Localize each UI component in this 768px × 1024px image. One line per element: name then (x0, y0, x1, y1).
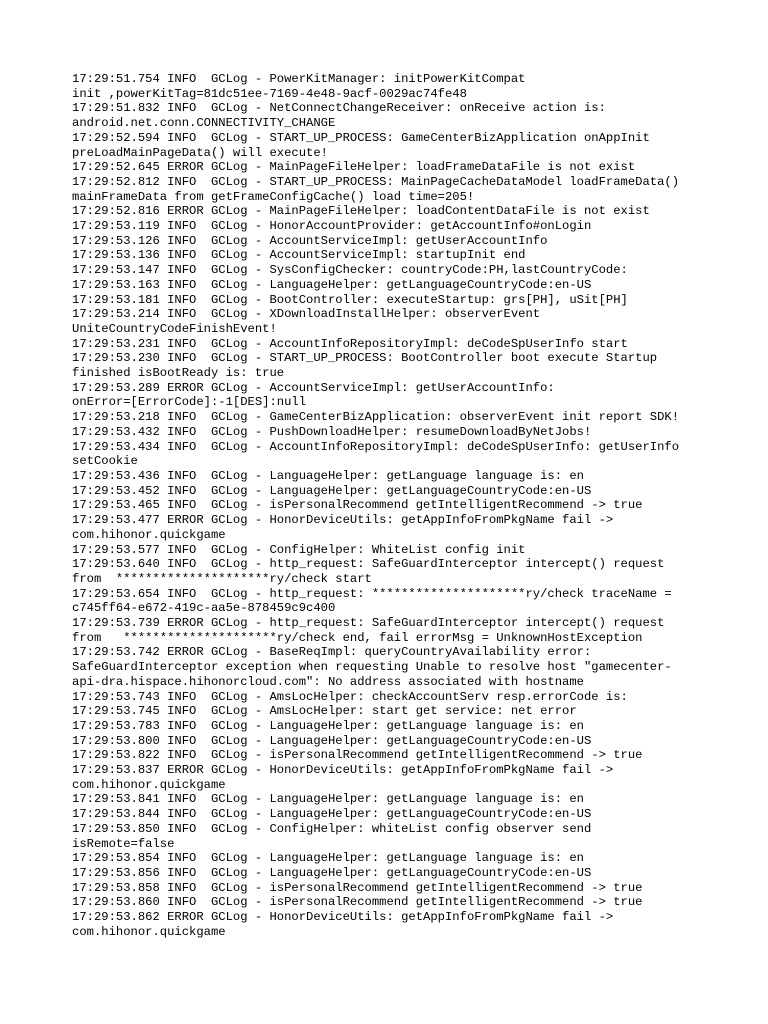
log-line: com.hihonor.quickgame (72, 777, 226, 792)
log-line: 17:29:53.163 INFO GCLog - LanguageHelper: getLanguageCountryCode:en-US (72, 277, 592, 292)
log-line: 17:29:53.434 INFO GCLog - AccountInfoRepositoryImpl: deCodeSpUserInfo: getUserInfo (72, 439, 680, 454)
log-line: preLoadMainPageData() will execute! (72, 145, 328, 160)
log-line: api-dra.hispace.hihonorcloud.com": No address associated with hostname (72, 674, 584, 689)
log-line: UniteCountryCodeFinishEvent! (72, 321, 277, 336)
log-line: 17:29:53.743 INFO GCLog - AmsLocHelper: checkAccountServ resp.errorCode is: (72, 689, 628, 704)
log-line: 17:29:53.742 ERROR GCLog - BaseReqImpl: queryCountryAvailability error: (72, 645, 592, 660)
log-line: 17:29:53.465 INFO GCLog - isPersonalRecommend getIntelligentRecommend -> true (72, 498, 643, 513)
log-line: 17:29:53.577 INFO GCLog - ConfigHelper: WhiteList config init (72, 542, 526, 557)
log-line: 17:29:53.136 INFO GCLog - AccountServiceImpl: startupInit end (72, 248, 526, 263)
log-line: 17:29:53.860 INFO GCLog - isPersonalRecommend getIntelligentRecommend -> true (72, 895, 643, 910)
log-line: 17:29:53.850 INFO GCLog - ConfigHelper: whiteList config observer send (72, 821, 592, 836)
log-line: 17:29:53.218 INFO GCLog - GameCenterBizApplication: observerEvent init report SDK! (72, 410, 680, 425)
log-line: 17:29:53.739 ERROR GCLog - http_request: SafeGuardInterceptor intercept() request (72, 616, 665, 631)
log-line: 17:29:53.856 INFO GCLog - LanguageHelper: getLanguageCountryCode:en-US (72, 865, 592, 880)
log-line: 17:29:53.231 INFO GCLog - AccountInfoRepositoryImpl: deCodeSpUserInfo start (72, 336, 628, 351)
log-line: 17:29:52.816 ERROR GCLog - MainPageFileHelper: loadContentDataFile is not exist (72, 204, 650, 219)
log-line: from *********************ry/check start (72, 571, 372, 586)
log-line: 17:29:52.645 ERROR GCLog - MainPageFileHelper: loadFrameDataFile is not exist (72, 160, 636, 175)
log-line: 17:29:53.854 INFO GCLog - LanguageHelper: getLanguage language is: en (72, 851, 584, 866)
log-line: 17:29:52.594 INFO GCLog - START_UP_PROCESS: GameCenterBizApplication onAppInit (72, 130, 650, 145)
log-line: android.net.conn.CONNECTIVITY_CHANGE (72, 116, 336, 131)
log-line: 17:29:53.862 ERROR GCLog - HonorDeviceUtils: getAppInfoFromPkgName fail -> (72, 910, 614, 925)
log-line: finished isBootReady is: true (72, 366, 285, 381)
log-document (72, 72, 712, 939)
log-line: com.hihonor.quickgame (72, 924, 226, 939)
log-line: 17:29:53.147 INFO GCLog - SysConfigChecker: countryCode:PH,lastCountryCode: (72, 263, 628, 278)
log-line: onError=[ErrorCode]:-1[DES]:null (72, 395, 307, 410)
log-line: 17:29:53.654 INFO GCLog - http_request: *********************ry/check traceName = (72, 586, 672, 601)
log-line: 17:29:53.844 INFO GCLog - LanguageHelper: getLanguageCountryCode:en-US (72, 807, 592, 822)
log-line: 17:29:53.800 INFO GCLog - LanguageHelper: getLanguageCountryCode:en-US (72, 733, 592, 748)
log-line: 17:29:51.832 INFO GCLog - NetConnectChangeReceiver: onReceive action is: (72, 101, 606, 116)
log-line: 17:29:53.837 ERROR GCLog - HonorDeviceUtils: getAppInfoFromPkgName fail -> (72, 763, 614, 778)
log-line: 17:29:53.289 ERROR GCLog - AccountServiceImpl: getUserAccountInfo: (72, 380, 555, 395)
log-line: 17:29:53.452 INFO GCLog - LanguageHelper: getLanguageCountryCode:en-US (72, 483, 592, 498)
log-line: init ,powerKitTag=81dc51ee-7169-4e48-9acf-0029ac74fe48 (72, 86, 467, 101)
log-line: 17:29:53.477 ERROR GCLog - HonorDeviceUtils: getAppInfoFromPkgName fail -> (72, 513, 614, 528)
log-line: 17:29:53.214 INFO GCLog - XDownloadInstallHelper: observerEvent (72, 307, 541, 322)
log-line: 17:29:53.230 INFO GCLog - START_UP_PROCESS: BootController boot execute Startup (72, 351, 658, 366)
log-line: 17:29:53.858 INFO GCLog - isPersonalRecommend getIntelligentRecommend -> true (72, 880, 643, 895)
log-line: 17:29:53.432 INFO GCLog - PushDownloadHelper: resumeDownloadByNetJobs! (72, 424, 592, 439)
log-line: SafeGuardInterceptor exception when requesting Unable to resolve host "gamecenter- (72, 660, 672, 675)
log-line: c745ff64-e672-419c-aa5e-878459c9c400 (72, 601, 336, 616)
log-line: 17:29:53.640 INFO GCLog - http_request: SafeGuardInterceptor intercept() request (72, 557, 665, 572)
log-line: setCookie (72, 454, 138, 469)
log-line: 17:29:53.181 INFO GCLog - BootController: executeStartup: grs[PH], uSit[PH] (72, 292, 628, 307)
log-line: from *********************ry/check end, fail errorMsg = UnknownHostException (72, 630, 643, 645)
log-line: 17:29:53.783 INFO GCLog - LanguageHelper: getLanguage language is: en (72, 718, 584, 733)
log-line: com.hihonor.quickgame (72, 527, 226, 542)
log-line: 17:29:53.841 INFO GCLog - LanguageHelper: getLanguage language is: en (72, 792, 584, 807)
log-line: 17:29:52.812 INFO GCLog - START_UP_PROCESS: MainPageCacheDataModel loadFrameData() (72, 174, 680, 189)
log-line: isRemote=false (72, 836, 175, 851)
log-line: 17:29:53.822 INFO GCLog - isPersonalRecommend getIntelligentRecommend -> true (72, 748, 643, 763)
log-line: 17:29:53.126 INFO GCLog - AccountServiceImpl: getUserAccountInfo (72, 233, 548, 248)
log-line: mainFrameData from getFrameConfigCache() load time=205! (72, 189, 475, 204)
log-line: 17:29:53.436 INFO GCLog - LanguageHelper: getLanguage language is: en (72, 468, 584, 483)
log-line: 17:29:51.754 INFO GCLog - PowerKitManager: initPowerKitCompat (72, 72, 526, 86)
log-line: 17:29:53.119 INFO GCLog - HonorAccountProvider: getAccountInfo#onLogin (72, 219, 592, 234)
log-line: 17:29:53.745 INFO GCLog - AmsLocHelper: start get service: net error (72, 704, 577, 719)
